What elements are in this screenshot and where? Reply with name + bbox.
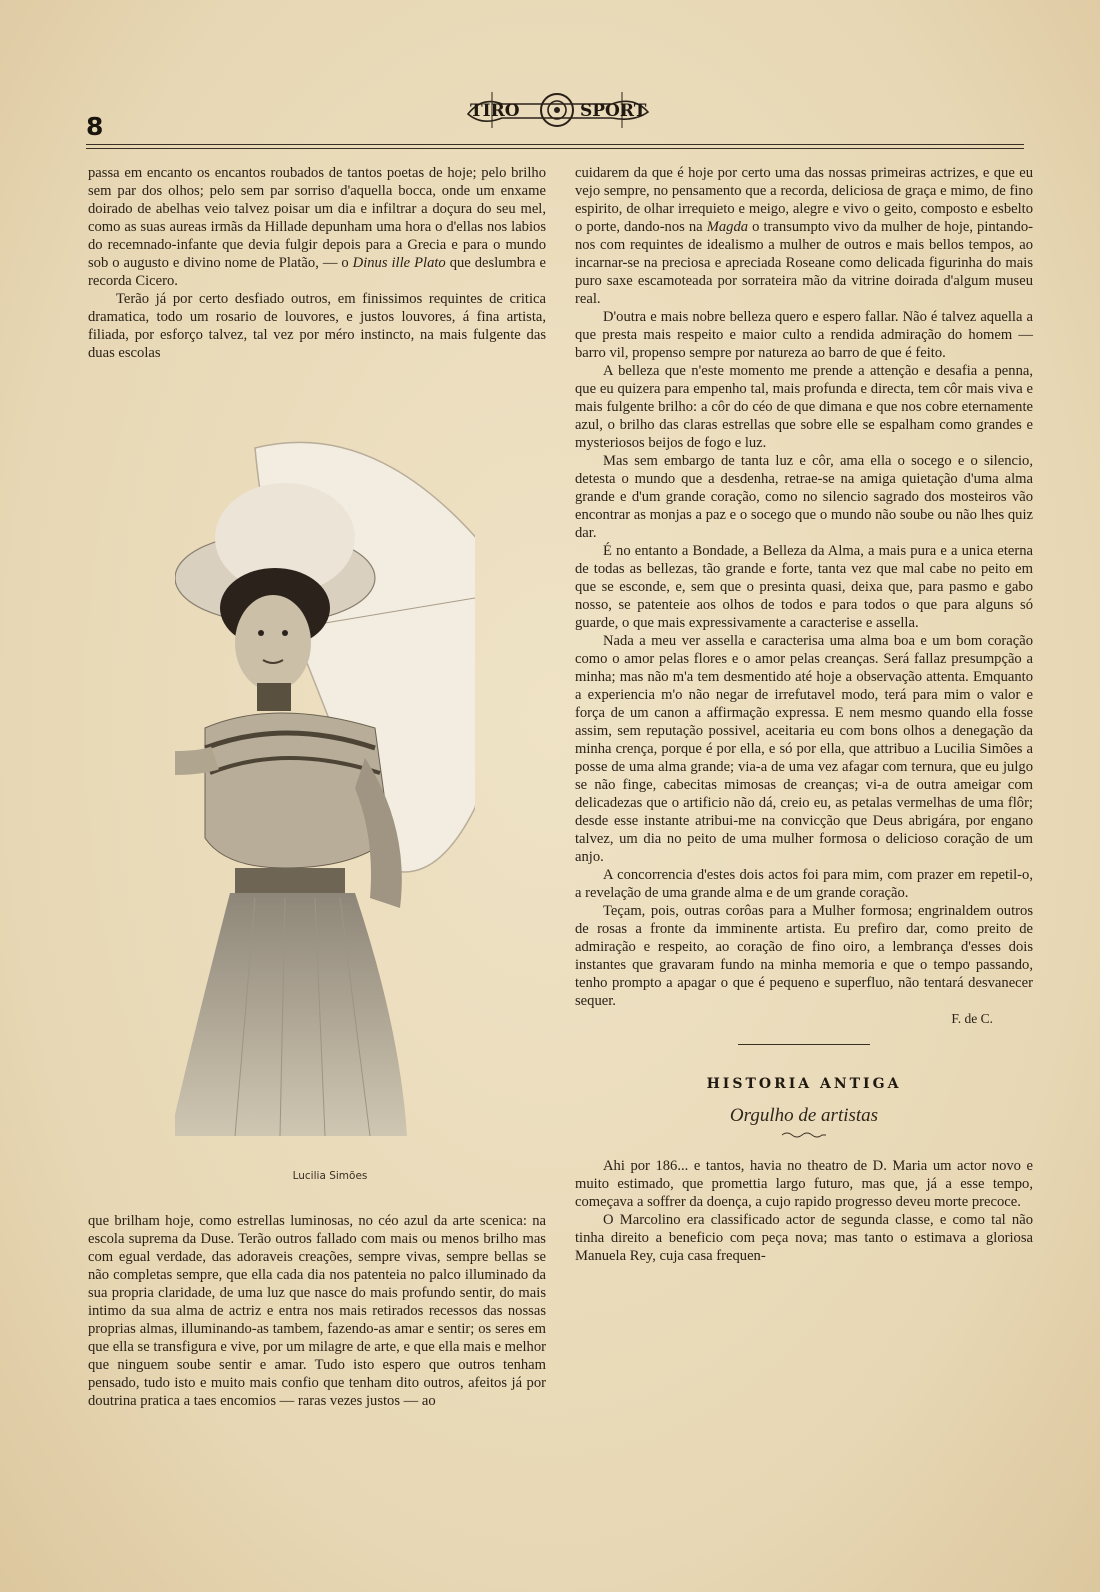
left-column-bottom (88, 1212, 546, 1410)
play-title: Magda (706, 219, 749, 235)
author-signature: F. de C. (951, 1011, 993, 1026)
section-divider (738, 1044, 870, 1045)
flourish-ornament (781, 1131, 827, 1139)
paragraph: É no entanto a Bondade, a Belleza da Alma, a mais pura e a unica eterna de todas as bellezas, tão grande e forte, tanta vez que mal cabe no peito em que se esconde, e, sem que o presinta quasi, deixa que, para pasmo e gabo nosso, se patenteie aos olhos de todos e para todos o que para alguns só guarde, o que mais expressivamente a caracterise e assella. (575, 543, 1033, 631)
left-column-top (88, 164, 546, 362)
paragraph: Ahi por 186... e tantos, havia no theatro de D. Maria um actor novo e muito estimado, que promettia largo futuro, mas que, já a esse tempo, começava a soffrer da doença, a cujo rapido progresso deveu morte precoce. (575, 1158, 1033, 1210)
paragraph: passa em encanto os encantos roubados de tantos poetas de hoje; pelo brilho sem par dos olhos; pelo sem par sorriso d'aquella bocca, onde um enxame doirado de abelhas veio talvez poisar um dia e infiltrar a doçura do seu mel, como as suas aureas irmãs da Hillade depunham uma hora o d'ellas nos labios do recemnado-infante que devia fulgir depois para a Grecia e para o mundo sob o augusto e divino nome de Platão, — o Dinus ille Plato que deslumbra e recorda Cicero. (88, 165, 546, 289)
section-heading: HISTORIA ANTIGA (706, 1076, 902, 1092)
masthead-wordmark: TIRO (470, 101, 520, 121)
page-number: 8 (86, 112, 104, 141)
paragraph: Nada a meu ver assella e caracterisa uma alma boa e um bom coração como o amor pelas flores e o amor pelas creanças. Será fallaz presumpção a minha; mas não m'a tem desmentido até hoje a observação attenta. Emquanto a experiencia m'o não negar de irrefutavel modo, terá para mim o valor e força de um canon a affirmação expressa. E nem mesmo quando ella fosse assim, sem reputação possivel, aceitaria eu com bons olhos a denegação da minha crença, porque é por ella, e só por ella, que attribuo a Lucilia Simões a posse de uma alma grande; via-a de uma vez afagar com ternura, que eu julgo se não finge, cabecitas mimosas de creanças; vi-a de outra ameigar com delicadezas que o artificio não dá, creio eu, as petalas vermelhas de uma flôr; desde esse instante atribui-me na convicção que Deus abrigára, por engano talvez, um dia no peito de uma mulher formosa o delicioso coração de um anjo. (575, 633, 1033, 865)
right-column (575, 164, 1033, 1265)
latin-quote: Dinus ille Plato (352, 255, 446, 271)
paragraph: A belleza que n'este momento me prende a attenção e desafia a penna, que eu quizera para empenho tal, mais profunda e directa, tem côr mais viva e mais fulgente brilho: a côr do céo de que dimana e que nos cobre eternamente azul, o brilho das claras estrellas que sobre elle se espalham como grandes e mysteriosos beijos de fogo e luz. (575, 363, 1033, 451)
photo-caption: Lucilia Simões (292, 1170, 368, 1182)
masthead-logo (462, 86, 652, 136)
paragraph: que brilham hoje, como estrellas luminosas, no céo azul da arte scenica: na escola suprema da Duse. Terão outros fallado com mais ou menos brilho mas com egual verdade, das adoraveis creações, sempre vivas, sempre bellas se não completas sempre, que ella cada dia nos patenteia no palco illuminado da sua propria claridade, de uma luz que nasce do mais profundo sentir, do mais intimo da sua alma de actriz e entra nos mais retirados recessos das nossas proprias almas, illuminando-as tambem, fazendo-as amar e sentir; os seres em que ella se transfigura e vive, por um milagre de arte, e que ella mais e melhor que ninguem soube sentir e amar. Tudo isto espero que outros tenham pensado, tudo isto e muito mais confio que tenham dito outros, afeitos já por doutrina pratica a taes encomios — raras vezes justos — ao (88, 1213, 546, 1409)
paragraph: D'outra e mais nobre belleza quero e espero fallar. Não é talvez aquella a que presta mais respeito e maior culto a rendida admiração do homem — barro vil, propenso sempre por natureza ao barro de que é feito. (575, 309, 1033, 361)
header-rule (86, 144, 1024, 149)
paragraph: O Marcolino era classificado actor de segunda classe, e como tal não tinha direito a beneficio com peça nova; mas tanto o estimava a gloriosa Manuela Rey, cuja casa frequen- (575, 1212, 1033, 1264)
paragraph: cuidarem da que é hoje por certo uma das nossas primeiras actrizes, e que eu vejo sempre, no pensamento que a recorda, deliciosa de graça e mimo, de fino espirito, de olhar irrequieto e meigo, alegre e vivo o geito, composto e esbelto o porte, dando-nos na Magda o transumpto vivo da mulher de hoje, pintando-nos com requintes de idealismo a mulher de outros e mais bellos tempos, ao incarnar-se na preciosa e apreciada Roseane como delicada figurinha do mais puro saxe escamoteada por sorrateira mão da vitrine doirada d'algum museu real. (575, 165, 1033, 307)
portrait-photo (175, 428, 475, 1136)
paragraph: Terão já por certo desfiado outros, em finissimos requintes de critica dramatica, todo um rosario de louvores, e justos louvores, á fina artista, filiada, por esforço talvez, tal vez por méro instincto, na mais fulgente das duas escolas (88, 291, 546, 361)
paragraph: Mas sem embargo de tanta luz e côr, ama ella o socego e o silencio, detesta o mundo que a desdenha, retrae-se na amiga quietação d'uma alma grande e d'um grande coração, como no silencio sagrado dos mosteiros vão encontrar as monjas a paz e o socego que o mundo não soube ou não lhes quiz dar. (575, 453, 1033, 541)
section-subtitle: Orgulho de artistas (729, 1105, 879, 1126)
spacer (575, 1139, 1033, 1157)
svg-text:SPORT: SPORT (580, 101, 647, 121)
paragraph: Teçam, pois, outras corôas para a Mulher formosa; engrinaldem outros de rosas a fronte da imminente artista. Eu prefiro dar, como preito de admiração e respeito, ao coração de fino oiro, a lembrança d'esses dois instantes que gravaram fundo na minha memoria e que o tempo passando, tenho prompto a apagar o que é pequeno e superfluo, não tentará desvanecer sequer. (575, 903, 1033, 1009)
paragraph: A concorrencia d'estes dois actos foi para mim, com prazer em repetil-o, a revelação de uma grande alma e de um grande coração. (575, 867, 1033, 901)
